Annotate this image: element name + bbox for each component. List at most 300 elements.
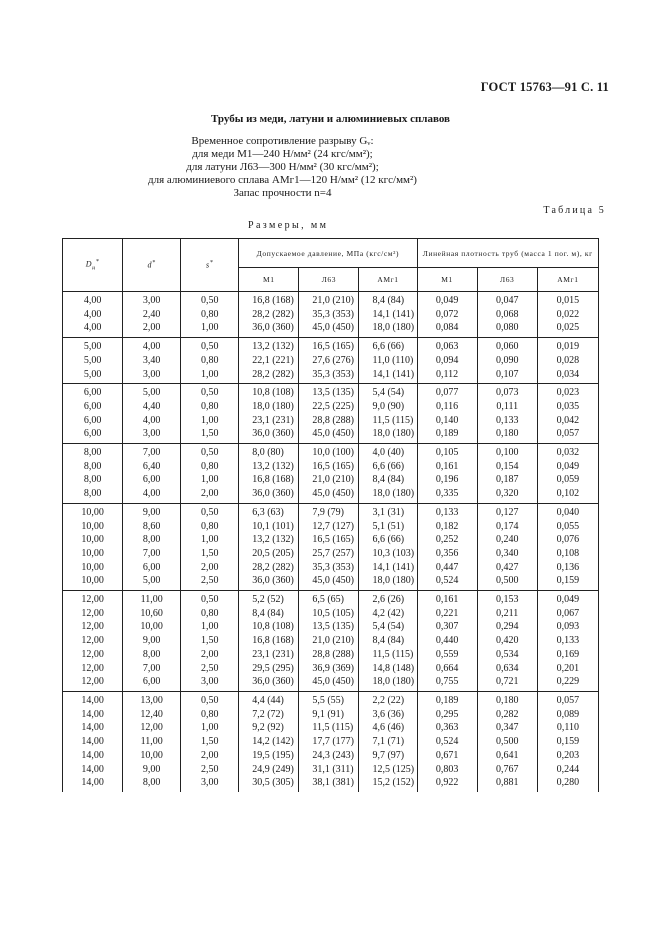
cell-value: 0,252	[435, 534, 459, 546]
table-row-group	[63, 591, 599, 692]
cell-outer-diameter	[63, 338, 123, 384]
cell-value: 0,072	[435, 308, 459, 320]
col-header-amg1-density: АМг1	[537, 268, 598, 292]
cell-value: 0,035	[556, 400, 580, 412]
cell-value: 10,3 (103)	[372, 547, 415, 559]
cell-value: 0,107	[495, 368, 519, 380]
cell-value: 0,196	[435, 474, 459, 486]
cell-value: 0,189	[435, 428, 459, 440]
cell-value: 0,180	[495, 428, 519, 440]
cell-value: 0,153	[495, 594, 519, 606]
cell-value: 12,00	[81, 648, 104, 660]
cell-value: 3,40	[142, 354, 161, 366]
cell-value: 0,102	[556, 488, 580, 500]
cell-value: 5,4 (54)	[372, 621, 405, 633]
cell-value: 18,0 (180)	[372, 676, 415, 688]
cell-value: 0,032	[556, 447, 580, 459]
cell-value: 30,5 (305)	[252, 777, 294, 789]
cell-value: 0,500	[495, 736, 519, 748]
cell-value: 0,634	[495, 662, 519, 674]
col-header-amg1: АМг1	[359, 268, 417, 292]
cell-value: 2,00	[200, 561, 219, 573]
cell-pressure-m1	[239, 591, 299, 692]
cell-value: 0,50	[200, 295, 219, 306]
cell-value: 12,5 (125)	[372, 763, 415, 775]
cell-value: 28,8 (288)	[312, 648, 355, 660]
cell-value: 18,0 (180)	[252, 400, 294, 412]
cell-value: 0,80	[200, 607, 219, 619]
cell-inner-diameter	[123, 338, 181, 384]
cell-value: 0,500	[495, 575, 519, 587]
cell-value: 38,1 (381)	[312, 777, 355, 789]
cell-value: 0,015	[556, 295, 580, 306]
intro-block	[100, 135, 465, 200]
cell-value: 13,2 (132)	[252, 534, 294, 546]
cell-value: 36,9 (369)	[312, 662, 355, 674]
cell-value: 0,080	[495, 322, 519, 334]
cell-value: 5,00	[83, 354, 102, 366]
cell-outer-diameter	[63, 691, 123, 791]
cell-value: 0,80	[200, 400, 219, 412]
cell-value: 5,00	[83, 368, 102, 380]
cell-value: 10,00	[81, 520, 104, 532]
cell-value: 0,049	[556, 460, 580, 472]
cell-value: 0,022	[556, 308, 580, 320]
cell-value: 18,0 (180)	[372, 575, 415, 587]
cell-value: 0,221	[435, 607, 459, 619]
cell-value: 0,721	[495, 676, 519, 688]
cell-density-m1	[417, 444, 477, 504]
cell-pressure-m1	[239, 444, 299, 504]
cell-value: 12,00	[81, 607, 104, 619]
cell-value: 4,40	[142, 400, 161, 412]
table-label: Таблица 5	[543, 205, 606, 216]
cell-value: 1,00	[200, 534, 219, 546]
cell-value: 0,159	[556, 575, 580, 587]
cell-pressure-amg1	[359, 384, 417, 444]
cell-value: 3,1 (31)	[372, 506, 405, 518]
table-row-group	[63, 503, 599, 590]
cell-value: 0,524	[435, 736, 459, 748]
cell-value: 0,034	[556, 368, 580, 380]
cell-value: 6,00	[83, 400, 102, 412]
cell-density-l63	[477, 503, 537, 590]
cell-inner-diameter	[123, 691, 181, 791]
cell-density-l63	[477, 691, 537, 791]
cell-value: 0,80	[200, 520, 219, 532]
intro-line: Запас прочности n=4	[233, 187, 332, 199]
cell-value: 8,4 (84)	[372, 474, 405, 486]
sizes-label: Размеры, мм	[248, 220, 329, 231]
cell-value: 15,2 (152)	[372, 777, 415, 789]
cell-value: 0,028	[556, 354, 580, 366]
cell-density-l63	[477, 384, 537, 444]
cell-value: 12,00	[81, 594, 104, 606]
cell-value: 0,440	[435, 635, 459, 647]
cell-pressure-amg1	[359, 503, 417, 590]
cell-value: 0,133	[495, 414, 519, 426]
cell-pressure-amg1	[359, 444, 417, 504]
cell-inner-diameter	[123, 292, 181, 338]
cell-value: 8,60	[142, 520, 161, 532]
cell-value: 5,00	[142, 387, 161, 399]
cell-value: 9,1 (91)	[312, 708, 345, 720]
cell-value: 14,00	[81, 722, 104, 734]
cell-value: 0,447	[435, 561, 459, 573]
cell-value: 4,00	[83, 308, 102, 320]
cell-value: 9,00	[142, 635, 161, 647]
cell-value: 2,2 (22)	[372, 694, 405, 706]
cell-pressure-m1	[239, 691, 299, 791]
cell-value: 0,50	[200, 387, 219, 399]
cell-value: 14,00	[81, 708, 104, 720]
cell-value: 0,641	[495, 749, 519, 761]
cell-value: 28,2 (282)	[252, 368, 294, 380]
cell-value: 6,6 (66)	[372, 460, 405, 472]
cell-pressure-amg1	[359, 591, 417, 692]
cell-pressure-m1	[239, 292, 299, 338]
cell-value: 0,040	[556, 506, 580, 518]
cell-density-amg1	[537, 444, 598, 504]
cell-value: 36,0 (360)	[252, 488, 294, 500]
cell-value: 5,1 (51)	[372, 520, 405, 532]
cell-value: 45,0 (450)	[312, 488, 355, 500]
cell-value: 0,161	[435, 594, 459, 606]
cell-value: 28,8 (288)	[312, 414, 355, 426]
cell-value: 2,50	[200, 763, 219, 775]
cell-value: 0,201	[556, 662, 580, 674]
cell-value: 0,50	[200, 506, 219, 518]
cell-value: 12,00	[81, 662, 104, 674]
cell-density-m1	[417, 338, 477, 384]
cell-value: 0,055	[556, 520, 580, 532]
cell-pressure-amg1	[359, 292, 417, 338]
cell-density-l63	[477, 444, 537, 504]
cell-value: 4,00	[83, 322, 102, 334]
cell-value: 16,8 (168)	[252, 295, 294, 306]
cell-value: 3,00	[142, 295, 161, 306]
cell-value: 6,00	[142, 676, 161, 688]
cell-value: 7,1 (71)	[372, 736, 405, 748]
cell-value: 0,077	[435, 387, 459, 399]
cell-value: 8,00	[142, 648, 161, 660]
cell-value: 0,282	[495, 708, 519, 720]
cell-value: 0,189	[435, 694, 459, 706]
cell-value: 2,6 (26)	[372, 594, 405, 606]
cell-value: 14,8 (148)	[372, 662, 415, 674]
cell-value: 0,420	[495, 635, 519, 647]
cell-value: 10,00	[81, 575, 104, 587]
cell-value: 0,105	[435, 447, 459, 459]
cell-value: 4,2 (42)	[372, 607, 405, 619]
cell-value: 17,7 (177)	[312, 736, 355, 748]
cell-value: 3,00	[200, 676, 219, 688]
cell-value: 6,00	[142, 474, 161, 486]
cell-value: 0,057	[556, 694, 580, 706]
cell-value: 10,5 (105)	[312, 607, 355, 619]
cell-value: 0,534	[495, 648, 519, 660]
cell-value: 1,00	[200, 621, 219, 633]
col-header-pressure: Допускаемое давление, МПа (кгс/см²)	[239, 239, 417, 268]
table-row-group	[63, 338, 599, 384]
cell-value: 10,00	[140, 749, 163, 761]
cell-value: 8,00	[83, 460, 102, 472]
cell-value: 2,00	[200, 488, 219, 500]
cell-value: 11,5 (115)	[372, 648, 414, 660]
table-row-group	[63, 444, 599, 504]
cell-outer-diameter	[63, 292, 123, 338]
cell-value: 0,108	[556, 547, 580, 559]
cell-value: 6,6 (66)	[372, 341, 405, 353]
cell-value: 0,50	[200, 447, 219, 459]
cell-value: 0,803	[435, 763, 459, 775]
cell-value: 21,0 (210)	[312, 635, 355, 647]
cell-value: 23,1 (231)	[252, 414, 294, 426]
cell-value: 0,161	[435, 460, 459, 472]
cell-value: 10,00	[81, 534, 104, 546]
cell-value: 24,9 (249)	[252, 763, 294, 775]
cell-value: 45,0 (450)	[312, 428, 355, 440]
col-header-density: Линейная плотность труб (масса 1 пог. м), кг	[417, 239, 598, 268]
dimensions-table	[62, 238, 599, 792]
cell-value: 0,111	[496, 400, 519, 412]
cell-value: 8,4 (84)	[372, 635, 405, 647]
cell-value: 36,0 (360)	[252, 676, 294, 688]
cell-value: 6,5 (65)	[312, 594, 345, 606]
cell-value: 18,0 (180)	[372, 488, 415, 500]
cell-value: 18,0 (180)	[372, 428, 415, 440]
cell-value: 0,340	[495, 547, 519, 559]
cell-value: 6,00	[142, 561, 161, 573]
cell-value: 8,00	[142, 534, 161, 546]
cell-value: 9,00	[142, 506, 161, 518]
cell-value: 36,0 (360)	[252, 428, 294, 440]
cell-pressure-m1	[239, 384, 299, 444]
intro-line: для алюминиевого сплава АМг1—120 Н/мм² (12 кгс/мм²)	[148, 174, 417, 186]
cell-value: 12,40	[140, 708, 163, 720]
cell-value: 14,00	[81, 777, 104, 789]
cell-density-amg1	[537, 691, 598, 791]
cell-value: 0,073	[495, 387, 519, 399]
cell-value: 6,6 (66)	[372, 534, 405, 546]
cell-value: 8,00	[142, 777, 161, 789]
cell-pressure-l63	[299, 338, 359, 384]
cell-value: 5,2 (52)	[252, 594, 284, 606]
cell-value: 16,5 (165)	[312, 460, 355, 472]
cell-value: 4,00	[142, 488, 161, 500]
col-header-outer-diameter: $D_н^*$	[63, 239, 123, 292]
cell-value: 0,076	[556, 534, 580, 546]
cell-value: 0,182	[435, 520, 459, 532]
cell-density-l63	[477, 338, 537, 384]
cell-wall-thickness	[181, 503, 239, 590]
cell-value: 23,1 (231)	[252, 648, 294, 660]
cell-value: 0,80	[200, 708, 219, 720]
cell-value: 0,363	[435, 722, 459, 734]
cell-value: 35,3 (353)	[312, 368, 355, 380]
cell-value: 10,00	[140, 621, 163, 633]
cell-pressure-l63	[299, 503, 359, 590]
cell-value: 0,068	[495, 308, 519, 320]
cell-value: 0,211	[496, 607, 519, 619]
cell-density-amg1	[537, 591, 598, 692]
cell-value: 36,0 (360)	[252, 322, 294, 334]
cell-value: 14,00	[81, 749, 104, 761]
cell-value: 35,3 (353)	[312, 561, 355, 573]
cell-value: 12,00	[140, 722, 163, 734]
intro-line: для латуни Л63—300 Н/мм² (30 кгс/мм²);	[186, 161, 379, 173]
cell-value: 5,5 (55)	[312, 694, 345, 706]
cell-value: 0,922	[435, 777, 459, 789]
cell-value: 0,280	[556, 777, 580, 789]
cell-value: 10,60	[140, 607, 163, 619]
cell-value: 10,1 (101)	[252, 520, 294, 532]
cell-value: 1,00	[200, 414, 219, 426]
cell-pressure-l63	[299, 384, 359, 444]
cell-value: 0,060	[495, 341, 519, 353]
table-body	[63, 292, 599, 792]
table-row-group	[63, 384, 599, 444]
cell-inner-diameter	[123, 384, 181, 444]
cell-value: 1,00	[200, 322, 219, 334]
cell-value: 0,881	[495, 777, 519, 789]
cell-value: 12,00	[81, 635, 104, 647]
cell-pressure-m1	[239, 338, 299, 384]
cell-value: 1,00	[200, 474, 219, 486]
cell-value: 0,136	[556, 561, 580, 573]
cell-pressure-amg1	[359, 691, 417, 791]
cell-density-amg1	[537, 338, 598, 384]
cell-value: 0,133	[435, 506, 459, 518]
cell-value: 0,042	[556, 414, 580, 426]
cell-value: 29,5 (295)	[252, 662, 294, 674]
cell-value: 14,1 (141)	[372, 561, 415, 573]
cell-value: 0,671	[435, 749, 459, 761]
col-header-m1-density: М1	[417, 268, 477, 292]
cell-value: 1,50	[200, 635, 219, 647]
cell-value: 11,00	[140, 736, 163, 748]
cell-value: 0,100	[495, 447, 519, 459]
cell-inner-diameter	[123, 591, 181, 692]
cell-outer-diameter	[63, 503, 123, 590]
cell-density-m1	[417, 691, 477, 791]
cell-value: 0,50	[200, 594, 219, 606]
cell-value: 5,00	[83, 341, 102, 353]
cell-value: 8,4 (84)	[252, 607, 284, 619]
cell-value: 14,00	[81, 736, 104, 748]
cell-value: 7,00	[142, 447, 161, 459]
cell-value: 13,00	[140, 694, 163, 706]
cell-value: 1,50	[200, 428, 219, 440]
cell-value: 0,307	[435, 621, 459, 633]
cell-pressure-l63	[299, 444, 359, 504]
cell-value: 2,00	[200, 749, 219, 761]
cell-value: 6,3 (63)	[252, 506, 284, 518]
cell-value: 16,5 (165)	[312, 341, 355, 353]
cell-value: 0,063	[435, 341, 459, 353]
cell-value: 9,7 (97)	[372, 749, 405, 761]
cell-pressure-m1	[239, 503, 299, 590]
cell-value: 0,049	[435, 295, 459, 306]
cell-value: 6,40	[142, 460, 161, 472]
cell-value: 0,112	[436, 368, 459, 380]
cell-value: 45,0 (450)	[312, 575, 355, 587]
cell-value: 0,240	[495, 534, 519, 546]
cell-value: 2,50	[200, 575, 219, 587]
cell-value: 0,019	[556, 341, 580, 353]
section-title: Трубы из меди, латуни и алюминиевых сплавов	[210, 113, 450, 125]
cell-pressure-l63	[299, 691, 359, 791]
cell-density-m1	[417, 591, 477, 692]
cell-value: 0,427	[495, 561, 519, 573]
cell-value: 0,159	[556, 736, 580, 748]
cell-value: 12,7 (127)	[312, 520, 355, 532]
cell-value: 16,8 (168)	[252, 635, 294, 647]
cell-value: 6,00	[83, 428, 102, 440]
cell-value: 10,00	[81, 506, 104, 518]
cell-value: 1,50	[200, 547, 219, 559]
cell-value: 35,3 (353)	[312, 308, 355, 320]
cell-value: 45,0 (450)	[312, 676, 355, 688]
cell-value: 24,3 (243)	[312, 749, 355, 761]
cell-value: 10,0 (100)	[312, 447, 355, 459]
cell-value: 4,00	[83, 295, 102, 306]
cell-value: 0,203	[556, 749, 580, 761]
cell-value: 9,2 (92)	[252, 722, 284, 734]
cell-density-amg1	[537, 292, 598, 338]
cell-value: 0,025	[556, 322, 580, 334]
cell-value: 0,356	[435, 547, 459, 559]
cell-value: 0,154	[495, 460, 519, 472]
cell-density-l63	[477, 292, 537, 338]
cell-value: 4,6 (46)	[372, 722, 405, 734]
cell-value: 21,0 (210)	[312, 474, 355, 486]
cell-value: 0,320	[495, 488, 519, 500]
cell-value: 6,00	[83, 387, 102, 399]
cell-value: 0,50	[200, 694, 219, 706]
cell-value: 0,090	[495, 354, 519, 366]
cell-value: 0,294	[495, 621, 519, 633]
cell-value: 45,0 (450)	[312, 322, 355, 334]
cell-value: 28,2 (282)	[252, 561, 294, 573]
cell-value: 0,116	[436, 400, 459, 412]
cell-density-amg1	[537, 384, 598, 444]
col-header-wall-thickness: s*	[181, 239, 239, 292]
cell-wall-thickness	[181, 591, 239, 692]
cell-value: 0,127	[495, 506, 519, 518]
cell-value: 13,2 (132)	[252, 460, 294, 472]
cell-value: 8,4 (84)	[372, 295, 405, 306]
cell-value: 7,00	[142, 547, 161, 559]
cell-value: 0,084	[435, 322, 459, 334]
cell-value: 12,00	[81, 621, 104, 633]
cell-value: 2,00	[200, 648, 219, 660]
cell-value: 6,00	[83, 414, 102, 426]
cell-wall-thickness	[181, 384, 239, 444]
cell-value: 0,049	[556, 594, 580, 606]
cell-value: 14,1 (141)	[372, 308, 415, 320]
cell-value: 0,50	[200, 341, 219, 353]
cell-value: 0,023	[556, 387, 580, 399]
cell-value: 3,6 (36)	[372, 708, 405, 720]
cell-value: 16,5 (165)	[312, 534, 355, 546]
cell-value: 5,4 (54)	[372, 387, 405, 399]
cell-value: 7,00	[142, 662, 161, 674]
cell-value: 8,00	[83, 488, 102, 500]
cell-value: 31,1 (311)	[312, 763, 354, 775]
cell-value: 10,8 (108)	[252, 387, 294, 399]
cell-value: 11,0 (110)	[372, 354, 414, 366]
